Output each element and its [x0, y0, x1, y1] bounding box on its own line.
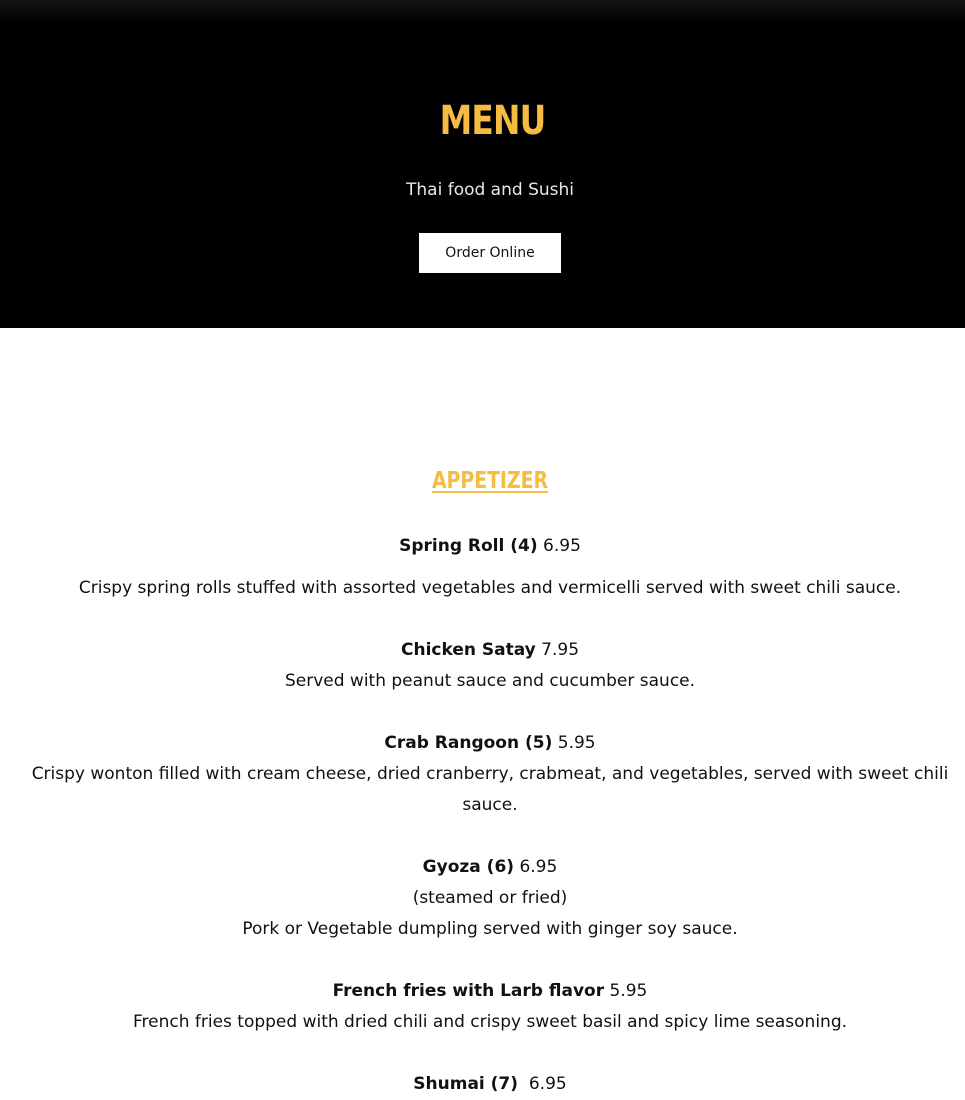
hero-subtitle: Thai food and Sushi [406, 180, 574, 200]
menu-item [30, 976, 950, 1038]
menu-item-description: Crispy wonton filled with cream cheese, dried cranberry, crabmeat, and vegetables, served with sweet chili sauce. [31, 764, 949, 815]
menu-item-price: 7.95 [541, 640, 580, 660]
menu-list [30, 531, 950, 1100]
menu-item-name: Spring Roll (4) [399, 536, 538, 556]
menu-item [30, 1069, 950, 1100]
menu-item-price: 5.95 [609, 981, 648, 1001]
menu-item-heading [30, 531, 950, 562]
menu-item-name: Chicken Satay [400, 640, 536, 660]
menu-item-heading [30, 852, 950, 883]
menu-item-heading [30, 1069, 950, 1100]
hero-top-strip [0, 0, 965, 24]
menu-item [30, 852, 950, 945]
menu-item-note: (steamed or fried) [412, 888, 568, 908]
menu-item [30, 728, 950, 821]
page-title: MENU [439, 98, 546, 144]
menu-item-description: French fries topped with dried chili and crispy sweet basil and spicy lime seasoning. [132, 1012, 848, 1032]
menu-item-description: Pork or Vegetable dumpling served with ginger soy sauce. [242, 919, 738, 939]
menu-item-name: Crab Rangoon (5) [384, 733, 553, 753]
menu-item-name: French fries with Larb flavor [332, 981, 605, 1001]
section-title-appetizer: APPETIZER [431, 468, 549, 494]
menu-item-price: 6.95 [519, 857, 558, 877]
menu-item-price: 5.95 [557, 733, 596, 753]
order-online-button[interactable]: Order Online [419, 233, 561, 273]
menu-item-heading [30, 635, 950, 666]
menu-item [30, 635, 950, 697]
menu-item-heading [30, 976, 950, 1007]
menu-item-description: Served with peanut sauce and cucumber sauce. [284, 671, 696, 691]
hero-banner [0, 0, 965, 328]
menu-item-heading [30, 728, 950, 759]
menu-item-name: Shumai (7) [413, 1074, 519, 1094]
menu-item-price: 6.95 [543, 536, 581, 556]
menu-item-price: 6.95 [528, 1074, 567, 1094]
menu-item-name: Gyoza (6) [422, 857, 515, 877]
menu-item [30, 531, 950, 604]
menu-item-description: Crispy spring rolls stuffed with assorted vegetables and vermicelli served with sweet chili sauce. [78, 578, 902, 598]
